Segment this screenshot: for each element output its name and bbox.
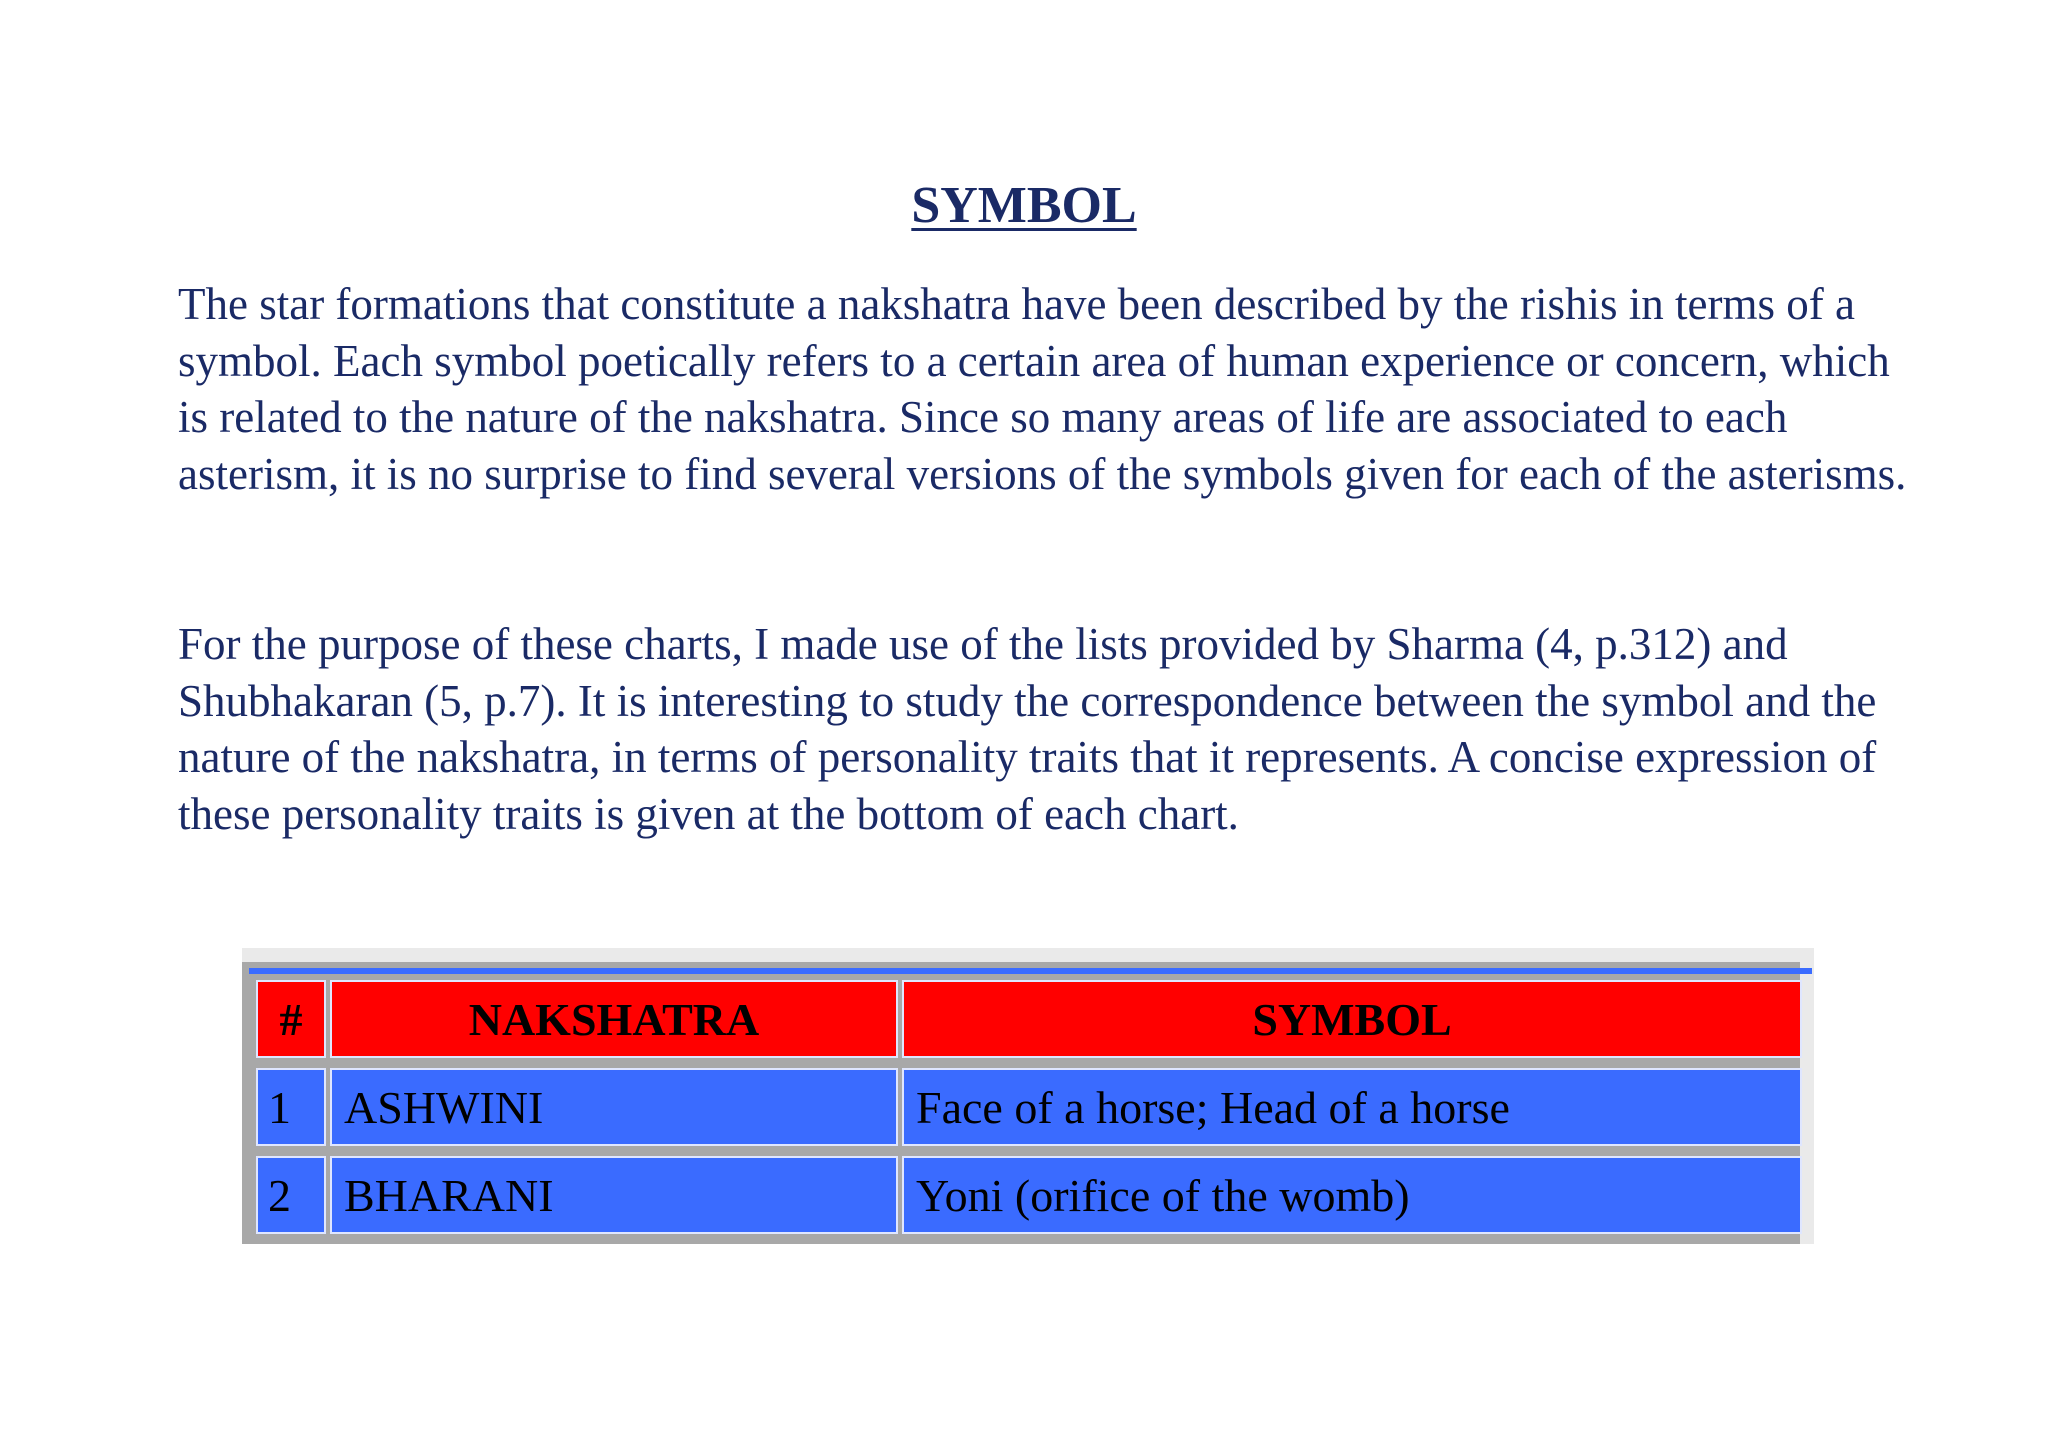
header-number: # [256, 980, 326, 1058]
row-2-number: 2 [256, 1156, 326, 1234]
row-1-symbol: Face of a horse; Head of a horse [902, 1068, 1802, 1146]
symbol-table [242, 948, 1814, 1244]
row-2-nakshatra: BHARANI [330, 1156, 898, 1234]
header-symbol: SYMBOL [902, 980, 1802, 1058]
symbol-table-grid [256, 980, 1802, 1244]
page-title: SYMBOL [911, 177, 1137, 234]
header-nakshatra: NAKSHATRA [330, 980, 898, 1058]
row-2-symbol: Yoni (orifice of the womb) [902, 1156, 1802, 1234]
sources-paragraph: For the purpose of these charts, I made use of the lists provided by Sharma (4, p.312) and Shubhakaran (5, p.7). It is interesting to study the correspondence between the symbol and the nature of the nakshatra, in terms of personality traits that it represents. A concise expression of these personality traits is given at the bottom of each chart. [178, 619, 1877, 839]
row-1-number: 1 [256, 1068, 326, 1146]
intro-paragraph: The star formations that constitute a nakshatra have been described by the rishis in terms of a symbol. Each symbol poetically refers to a certain area of human experience or concern, which is related to the nature of the nakshatra. Since so many areas of life are associated to each asterism, it is no surprise to find several versions of the symbols given for each of the asterisms. [178, 279, 1907, 499]
row-1-nakshatra: ASHWINI [330, 1068, 898, 1146]
